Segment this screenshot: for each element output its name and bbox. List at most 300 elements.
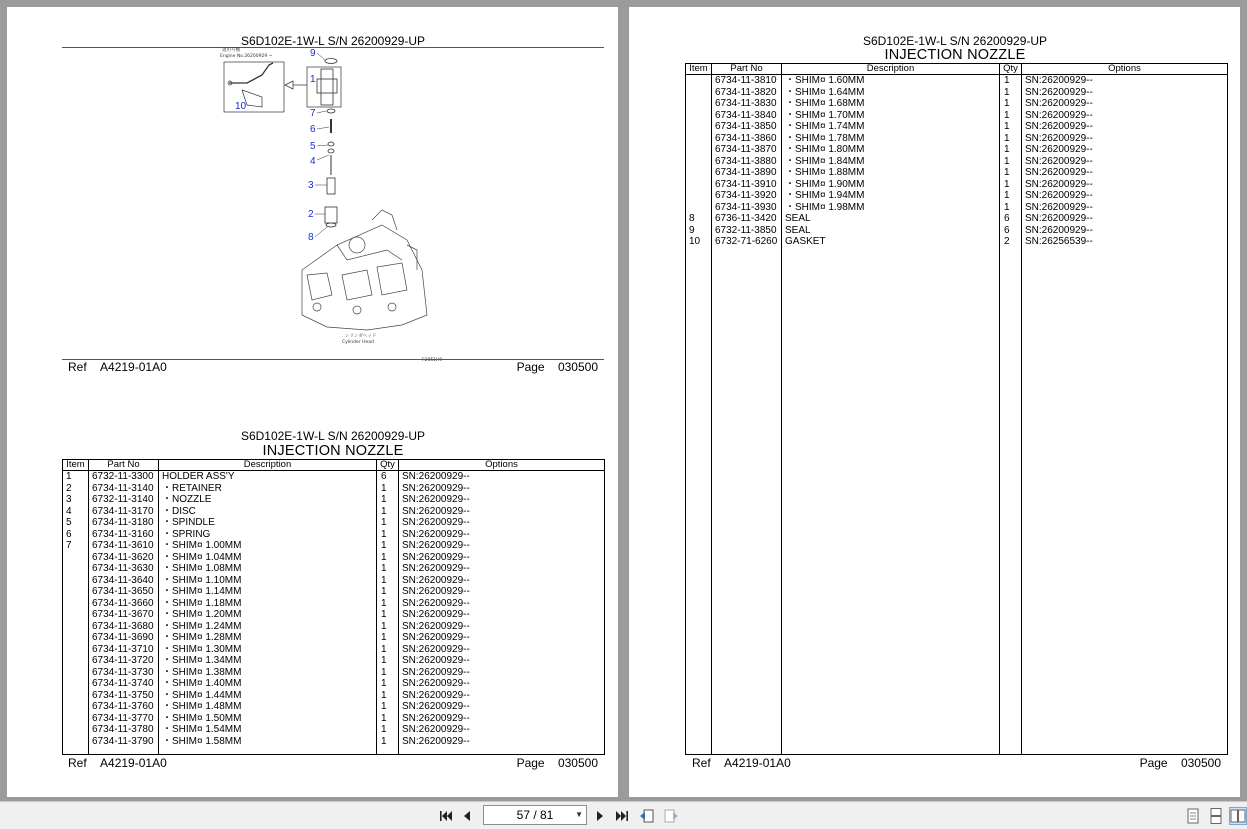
part-number-cell: 6732-71-6260 <box>712 236 782 248</box>
page-label: Page <box>516 360 545 374</box>
qty-cell: 1 <box>377 621 399 633</box>
description-cell: ・SHIM¤ 1.88MM <box>782 167 1000 179</box>
part-number-cell: 6734-11-3750 <box>89 690 159 702</box>
go-forward-icon <box>663 808 679 824</box>
go-back-icon <box>639 808 655 824</box>
table-header-row <box>63 460 605 471</box>
callout-4: 4 <box>310 156 316 167</box>
description-cell: ・SHIM¤ 1.74MM <box>782 121 1000 133</box>
part-number-cell: 6734-11-3730 <box>89 667 159 679</box>
options-cell: SN:26200929-- <box>1022 225 1228 237</box>
table-row <box>686 202 1228 214</box>
qty-cell: 1 <box>377 713 399 725</box>
qty-cell: 1 <box>1000 167 1022 179</box>
options-cell: SN:26200929-- <box>399 575 605 587</box>
qty-cell: 1 <box>1000 98 1022 110</box>
part-number-cell: 6734-11-3690 <box>89 632 159 644</box>
part-number-cell: 6734-11-3820 <box>712 87 782 99</box>
description-cell: ・SHIM¤ 1.24MM <box>159 621 377 633</box>
qty-cell: 1 <box>1000 75 1022 87</box>
qty-cell: 1 <box>1000 87 1022 99</box>
cylinder-head-jp: シリンダヘッド <box>345 334 377 339</box>
item-cell <box>63 609 89 621</box>
part-number-cell: 6734-11-3670 <box>89 609 159 621</box>
description-cell: ・SHIM¤ 1.08MM <box>159 563 377 575</box>
table-row <box>63 483 605 495</box>
page-value: 030500 <box>557 756 598 770</box>
part-number-cell: 6734-11-3650 <box>89 586 159 598</box>
item-cell <box>63 655 89 667</box>
page-indicator: 57 / 81 <box>516 808 554 822</box>
options-cell: SN:26200929-- <box>399 586 605 598</box>
item-cell: 4 <box>63 506 89 518</box>
options-cell: SN:26200929-- <box>399 494 605 506</box>
table-row <box>63 724 605 736</box>
qty-cell: 1 <box>377 701 399 713</box>
item-cell <box>63 713 89 725</box>
qty-cell: 1 <box>1000 133 1022 145</box>
options-cell: SN:26200929-- <box>399 598 605 610</box>
item-cell <box>686 87 712 99</box>
item-cell <box>63 724 89 736</box>
part-number-cell: 6736-11-3420 <box>712 213 782 225</box>
right-page <box>629 7 1240 797</box>
last-page-button[interactable] <box>613 807 631 825</box>
qty-cell: 1 <box>377 483 399 495</box>
ref-value: A4219-01A0 <box>100 756 167 770</box>
ref-value: A4219-01A0 <box>724 756 791 770</box>
qty-cell: 1 <box>1000 202 1022 214</box>
item-cell <box>686 190 712 202</box>
qty-cell: 6 <box>1000 225 1022 237</box>
table-page-number <box>517 756 598 770</box>
table-row <box>686 121 1228 133</box>
item-cell <box>63 586 89 598</box>
item-cell <box>63 621 89 633</box>
two-page-icon <box>1230 809 1246 823</box>
description-cell: ・SHIM¤ 1.84MM <box>782 156 1000 168</box>
description-cell: ・SHIM¤ 1.80MM <box>782 144 1000 156</box>
options-cell: SN:26200929-- <box>1022 98 1228 110</box>
parts-table-body <box>63 471 605 755</box>
qty-cell: 1 <box>1000 190 1022 202</box>
table-row <box>63 471 605 483</box>
qty-cell: 1 <box>377 598 399 610</box>
description-cell: ・SHIM¤ 1.70MM <box>782 110 1000 122</box>
qty-cell: 1 <box>1000 156 1022 168</box>
single-page-icon <box>1186 808 1200 824</box>
description-cell: ・SHIM¤ 1.44MM <box>159 690 377 702</box>
callout-8: 8 <box>308 232 314 243</box>
qty-cell: 1 <box>377 517 399 529</box>
right-page-number <box>1140 756 1221 770</box>
part-number-cell: 6734-11-3830 <box>712 98 782 110</box>
ref-label: Ref <box>68 756 87 770</box>
item-cell <box>63 678 89 690</box>
part-number-cell: 6734-11-3910 <box>712 179 782 191</box>
options-cell: SN:26200929-- <box>1022 202 1228 214</box>
diagram-ref <box>68 360 167 374</box>
options-cell: SN:26200929-- <box>399 655 605 667</box>
ref-label: Ref <box>692 756 711 770</box>
item-cell: 8 <box>686 213 712 225</box>
col-item: Item <box>63 460 89 471</box>
callout-3: 3 <box>308 180 314 191</box>
options-cell: SN:26200929-- <box>399 517 605 529</box>
part-number-cell: 6734-11-3920 <box>712 190 782 202</box>
page-number-select[interactable] <box>483 805 587 825</box>
item-cell <box>686 179 712 191</box>
parts-table-body <box>686 75 1228 755</box>
triangle-right-icon <box>595 810 605 822</box>
options-cell: SN:26200929-- <box>1022 190 1228 202</box>
item-cell <box>63 552 89 564</box>
table-row <box>63 644 605 656</box>
description-cell: ・SHIM¤ 1.38MM <box>159 667 377 679</box>
table-row <box>63 609 605 621</box>
qty-cell: 1 <box>377 644 399 656</box>
item-cell: 9 <box>686 225 712 237</box>
qty-cell: 1 <box>377 575 399 587</box>
qty-cell: 1 <box>377 655 399 667</box>
single-page-view-button[interactable] <box>1184 807 1202 825</box>
drawing-code: F2051H9 <box>422 358 443 363</box>
empty-cell <box>63 747 89 755</box>
right-ref <box>692 756 791 770</box>
cylinder-head-en: Cylinder Head <box>342 340 374 345</box>
callout-10: 10 <box>235 101 247 112</box>
description-cell: ・SHIM¤ 1.48MM <box>159 701 377 713</box>
item-cell <box>686 121 712 133</box>
qty-cell: 1 <box>377 586 399 598</box>
page-label: Page <box>1139 756 1168 770</box>
item-cell: 1 <box>63 471 89 483</box>
options-cell: SN:26200929-- <box>1022 121 1228 133</box>
skip-last-icon <box>615 810 629 822</box>
go-forward-button[interactable] <box>662 807 680 825</box>
engine-no-text: Engine No.26200929 ~ <box>220 54 273 59</box>
part-number-cell: 6734-11-3170 <box>89 506 159 518</box>
part-number-cell: 6734-11-3810 <box>712 75 782 87</box>
qty-cell: 1 <box>377 552 399 564</box>
options-cell: SN:26200929-- <box>399 506 605 518</box>
part-number-cell: 6734-11-3770 <box>89 713 159 725</box>
part-number-cell: 6734-11-3680 <box>89 621 159 633</box>
table-row <box>686 144 1228 156</box>
description-cell: SEAL <box>782 225 1000 237</box>
callout-9: 9 <box>310 48 316 59</box>
viewer-toolbar <box>0 801 1247 829</box>
col-description: Description <box>782 64 1000 75</box>
item-cell: 6 <box>63 529 89 541</box>
part-number-cell: 6734-11-3890 <box>712 167 782 179</box>
qty-cell: 1 <box>1000 144 1022 156</box>
item-cell <box>63 632 89 644</box>
description-cell: ・SHIM¤ 1.60MM <box>782 75 1000 87</box>
continuous-view-button[interactable] <box>1207 807 1225 825</box>
table-row <box>686 213 1228 225</box>
qty-cell: 6 <box>377 471 399 483</box>
next-page-button[interactable] <box>591 807 609 825</box>
item-cell: 2 <box>63 483 89 495</box>
table-row <box>686 167 1228 179</box>
item-cell: 10 <box>686 236 712 248</box>
table-row <box>63 621 605 633</box>
description-cell: ・SHIM¤ 1.50MM <box>159 713 377 725</box>
options-cell: SN:26200929-- <box>399 678 605 690</box>
page-value: 030500 <box>1180 756 1221 770</box>
table-row <box>63 690 605 702</box>
table-filler-row <box>63 747 605 755</box>
item-cell <box>63 598 89 610</box>
options-cell: SN:26200929-- <box>399 471 605 483</box>
part-number-cell: 6734-11-3640 <box>89 575 159 587</box>
table-row <box>686 87 1228 99</box>
table-row <box>63 529 605 541</box>
part-number-cell: 6734-11-3740 <box>89 678 159 690</box>
col-options: Options <box>399 460 605 471</box>
part-number-cell: 6734-11-3660 <box>89 598 159 610</box>
table-row <box>63 517 605 529</box>
table-row <box>686 110 1228 122</box>
item-cell <box>686 156 712 168</box>
description-cell: ・SHIM¤ 1.94MM <box>782 190 1000 202</box>
item-cell <box>686 133 712 145</box>
table-row <box>63 667 605 679</box>
part-number-cell: 6734-11-3180 <box>89 517 159 529</box>
table-row <box>63 598 605 610</box>
empty-cell <box>89 747 159 755</box>
table-row <box>686 190 1228 202</box>
description-cell: ・SHIM¤ 1.68MM <box>782 98 1000 110</box>
item-cell <box>686 98 712 110</box>
chevron-down-icon: ▼ <box>575 810 583 819</box>
go-back-button[interactable] <box>638 807 656 825</box>
table-row <box>686 98 1228 110</box>
table-row <box>63 540 605 552</box>
qty-cell: 1 <box>377 494 399 506</box>
description-cell: ・SHIM¤ 1.98MM <box>782 202 1000 214</box>
qty-cell: 1 <box>377 678 399 690</box>
col-part-no: Part No <box>712 64 782 75</box>
table-header-row <box>686 64 1228 75</box>
qty-cell: 1 <box>1000 179 1022 191</box>
empty-cell <box>712 248 782 755</box>
item-cell <box>686 144 712 156</box>
empty-cell <box>686 248 712 755</box>
options-cell: SN:26200929-- <box>399 529 605 541</box>
part-number-cell: 6732-11-3300 <box>89 471 159 483</box>
options-cell: SN:26200929-- <box>1022 87 1228 99</box>
description-cell: ・RETAINER <box>159 483 377 495</box>
callout-7: 7 <box>310 108 316 119</box>
col-options: Options <box>1022 64 1228 75</box>
qty-cell: 1 <box>377 736 399 748</box>
options-cell: SN:26200929-- <box>399 552 605 564</box>
qty-cell: 2 <box>1000 236 1022 248</box>
options-cell: SN:26200929-- <box>1022 144 1228 156</box>
options-cell: SN:26256539-- <box>1022 236 1228 248</box>
qty-cell: 1 <box>377 609 399 621</box>
description-cell: ・SHIM¤ 1.04MM <box>159 552 377 564</box>
left-page <box>7 7 618 797</box>
callout-2: 2 <box>308 209 314 220</box>
options-cell: SN:26200929-- <box>1022 156 1228 168</box>
description-cell: ・SHIM¤ 1.00MM <box>159 540 377 552</box>
options-cell: SN:26200929-- <box>399 483 605 495</box>
description-cell: ・SHIM¤ 1.14MM <box>159 586 377 598</box>
description-cell: ・DISC <box>159 506 377 518</box>
description-cell: GASKET <box>782 236 1000 248</box>
options-cell: SN:26200929-- <box>399 632 605 644</box>
empty-cell <box>159 747 377 755</box>
qty-cell: 1 <box>1000 121 1022 133</box>
engine-note-text: 適用号機 <box>222 48 240 53</box>
options-cell: SN:26200929-- <box>399 609 605 621</box>
table-row <box>686 75 1228 87</box>
qty-cell: 1 <box>377 563 399 575</box>
col-item: Item <box>686 64 712 75</box>
part-number-cell: 6734-11-3780 <box>89 724 159 736</box>
table-row <box>63 632 605 644</box>
table-row <box>63 563 605 575</box>
item-cell: 3 <box>63 494 89 506</box>
description-cell: ・SPINDLE <box>159 517 377 529</box>
options-cell: SN:26200929-- <box>399 563 605 575</box>
table-row <box>686 179 1228 191</box>
table-row <box>63 494 605 506</box>
part-number-cell: 6734-11-3710 <box>89 644 159 656</box>
qty-cell: 1 <box>377 529 399 541</box>
item-cell <box>63 667 89 679</box>
empty-cell <box>1000 248 1022 755</box>
options-cell: SN:26200929-- <box>1022 75 1228 87</box>
first-page-button[interactable] <box>437 807 455 825</box>
previous-page-button[interactable] <box>458 807 476 825</box>
callout-1: 1 <box>310 74 316 85</box>
col-qty: Qty <box>1000 64 1022 75</box>
description-cell: ・SHIM¤ 1.10MM <box>159 575 377 587</box>
table-page-header: S6D102E-1W-L S/N 26200929-UP <box>240 429 426 443</box>
col-qty: Qty <box>377 460 399 471</box>
right-page-title: INJECTION NOZZLE <box>884 47 1026 63</box>
parts-table <box>62 459 605 755</box>
part-number-cell: 6734-11-3880 <box>712 156 782 168</box>
part-number-cell: 6734-11-3850 <box>712 121 782 133</box>
item-cell: 5 <box>63 517 89 529</box>
part-number-cell: 6734-11-3870 <box>712 144 782 156</box>
description-cell: ・SHIM¤ 1.18MM <box>159 598 377 610</box>
right-page-header: S6D102E-1W-L S/N 26200929-UP <box>862 34 1048 48</box>
part-number-cell: 6734-11-3840 <box>712 110 782 122</box>
part-number-cell: 6734-11-3860 <box>712 133 782 145</box>
part-number-cell: 6732-11-3850 <box>712 225 782 237</box>
description-cell: ・SHIM¤ 1.30MM <box>159 644 377 656</box>
options-cell: SN:26200929-- <box>1022 179 1228 191</box>
part-number-cell: 6734-11-3160 <box>89 529 159 541</box>
col-part-no: Part No <box>89 460 159 471</box>
triangle-left-icon <box>462 810 472 822</box>
table-row <box>686 156 1228 168</box>
table-row <box>686 225 1228 237</box>
part-number-cell: 6734-11-3790 <box>89 736 159 748</box>
page-value: 030500 <box>557 360 598 374</box>
description-cell: ・SHIM¤ 1.54MM <box>159 724 377 736</box>
part-number-cell: 6734-11-3760 <box>89 701 159 713</box>
description-cell: ・SHIM¤ 1.78MM <box>782 133 1000 145</box>
callout-6: 6 <box>310 124 316 135</box>
item-cell: 7 <box>63 540 89 552</box>
table-row <box>63 736 605 748</box>
two-page-view-button[interactable] <box>1229 807 1247 825</box>
part-number-cell: 6734-11-3140 <box>89 483 159 495</box>
item-cell <box>686 110 712 122</box>
ref-value: A4219-01A0 <box>100 360 167 374</box>
empty-cell <box>1022 248 1228 755</box>
description-cell: ・SPRING <box>159 529 377 541</box>
item-cell <box>686 167 712 179</box>
part-number-cell: 6734-11-3630 <box>89 563 159 575</box>
options-cell: SN:26200929-- <box>399 540 605 552</box>
qty-cell: 1 <box>377 506 399 518</box>
diagram-page-number <box>517 360 598 374</box>
options-cell: SN:26200929-- <box>1022 110 1228 122</box>
part-number-cell: 6734-11-3620 <box>89 552 159 564</box>
description-cell: ・NOZZLE <box>159 494 377 506</box>
col-description: Description <box>159 460 377 471</box>
part-number-cell: 6734-11-3720 <box>89 655 159 667</box>
description-cell: HOLDER ASS'Y <box>159 471 377 483</box>
description-cell: ・SHIM¤ 1.58MM <box>159 736 377 748</box>
description-cell: SEAL <box>782 213 1000 225</box>
options-cell: SN:26200929-- <box>399 713 605 725</box>
options-cell: SN:26200929-- <box>1022 133 1228 145</box>
table-row <box>63 713 605 725</box>
item-cell <box>63 690 89 702</box>
table-filler-row <box>686 248 1228 755</box>
empty-cell <box>782 248 1000 755</box>
item-cell <box>686 202 712 214</box>
options-cell: SN:26200929-- <box>399 644 605 656</box>
part-number-cell: 6734-11-3610 <box>89 540 159 552</box>
continuous-icon <box>1209 808 1223 824</box>
table-row <box>63 506 605 518</box>
description-cell: ・SHIM¤ 1.40MM <box>159 678 377 690</box>
ref-label: Ref <box>68 360 87 374</box>
item-cell <box>63 644 89 656</box>
qty-cell: 1 <box>377 667 399 679</box>
qty-cell: 1 <box>377 690 399 702</box>
table-row <box>63 575 605 587</box>
table-row <box>686 236 1228 248</box>
table-row <box>686 133 1228 145</box>
item-cell <box>63 736 89 748</box>
options-cell: SN:26200929-- <box>399 724 605 736</box>
skip-first-icon <box>439 810 453 822</box>
description-cell: ・SHIM¤ 1.34MM <box>159 655 377 667</box>
callout-5: 5 <box>310 141 316 152</box>
empty-cell <box>399 747 605 755</box>
qty-cell: 1 <box>377 632 399 644</box>
table-row <box>63 552 605 564</box>
options-cell: SN:26200929-- <box>399 667 605 679</box>
diagram-page-header: S6D102E-1W-L S/N 26200929-UP <box>240 34 426 48</box>
table-row <box>63 701 605 713</box>
options-cell: SN:26200929-- <box>399 736 605 748</box>
item-cell <box>63 563 89 575</box>
empty-cell <box>377 747 399 755</box>
qty-cell: 6 <box>1000 213 1022 225</box>
